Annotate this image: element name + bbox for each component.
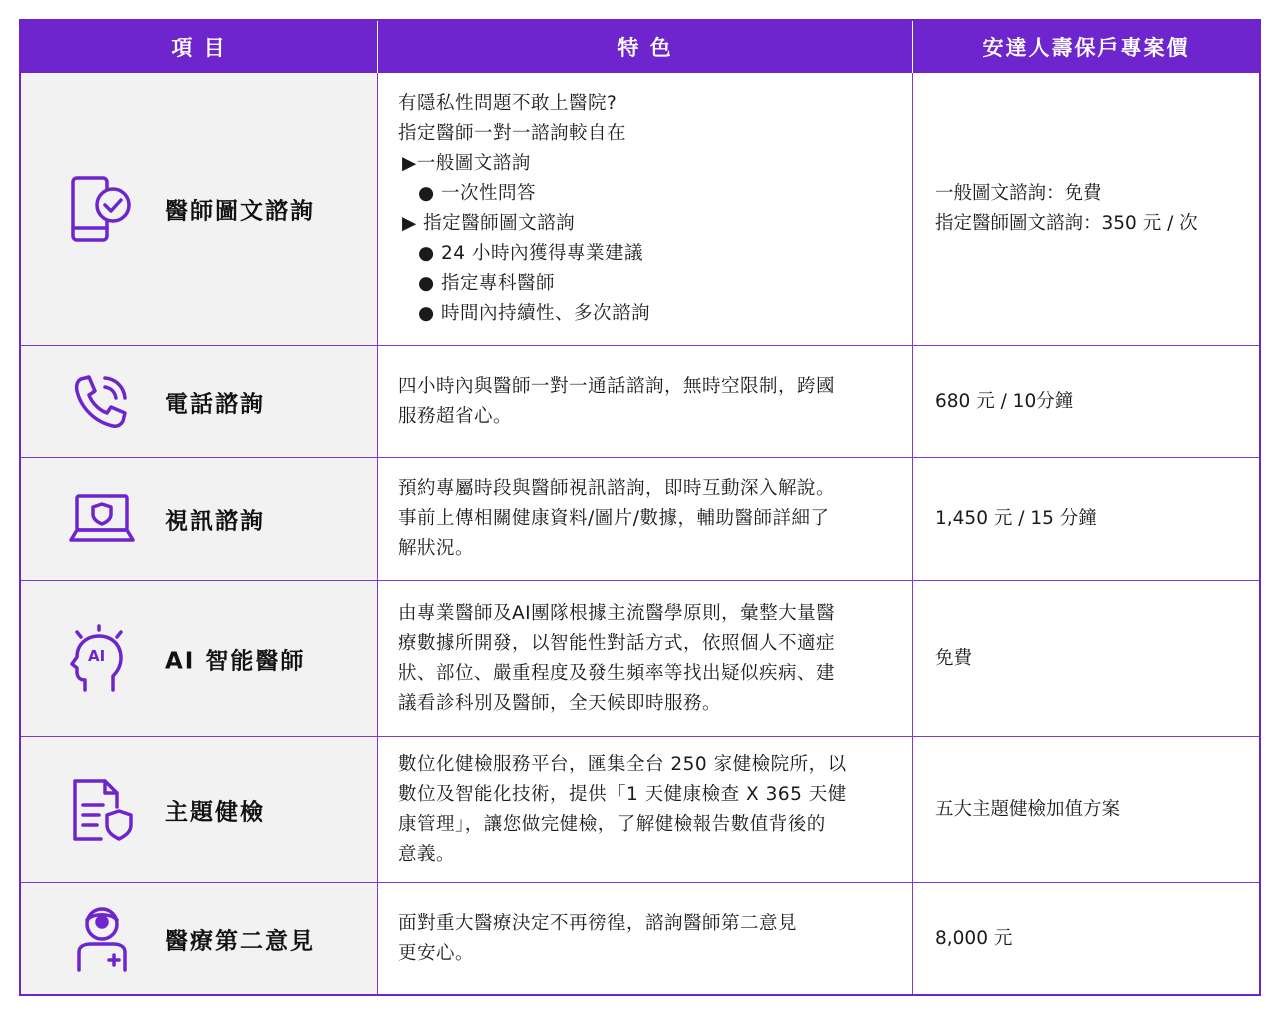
- row-features: [378, 346, 913, 458]
- feature-line: 療數據所開發，以智能性對話方式，依照個人不適症: [398, 632, 836, 654]
- row-item: [21, 458, 378, 581]
- service-table: [19, 19, 1261, 996]
- row-item: [21, 346, 378, 458]
- price-line: 免費: [935, 647, 973, 669]
- item-name: AI 智能醫師: [165, 648, 306, 674]
- feature-line: ● 時間內持續性、多次諮詢: [418, 303, 651, 324]
- feature-line: 預約專屬時段與醫師視訊諮詢，即時互動深入解說。: [398, 478, 836, 499]
- svg-text:AI: AI: [88, 646, 106, 665]
- item-name: 醫療第二意見: [165, 928, 315, 954]
- item-name: 主題健檢: [165, 799, 265, 825]
- row-features: [378, 737, 913, 883]
- row-price: [913, 73, 1259, 346]
- header-feature: 特 色: [378, 21, 913, 73]
- feature-line: 數位及智能化技術，提供「1 天健康檢查 X 365 天健: [398, 783, 847, 805]
- row-price: [913, 581, 1259, 737]
- row-item: [21, 581, 378, 737]
- feature-line: 服務超省心。: [398, 405, 513, 427]
- feature-line: 有隱私性問題不敢上醫院?: [398, 93, 618, 114]
- row-features: [378, 883, 913, 994]
- feature-line: 議看診科別及醫師，全天候即時服務。: [398, 692, 722, 714]
- row-item: [21, 73, 378, 346]
- feature-line: 由專業醫師及AI團隊根據主流醫學原則，彙整大量醫: [398, 602, 836, 624]
- feature-line: ● 指定專科醫師: [418, 273, 556, 294]
- phone-check-icon: [67, 174, 137, 244]
- row-features: [378, 581, 913, 737]
- feature-line: 面對重大醫療決定不再徬徨，諮詢醫師第二意見: [398, 912, 798, 934]
- document-shield-icon: [67, 775, 137, 845]
- feature-line: 事前上傳相關健康資料/圖片/數據，輔助醫師詳細了: [398, 508, 830, 529]
- row-price: [913, 737, 1259, 883]
- feature-line: 意義。: [398, 843, 456, 865]
- price-line: 一般圖文諮詢：免費: [935, 183, 1102, 204]
- feature-line: 康管理」，讓您做完健檢，了解健檢報告數值背後的: [398, 813, 826, 835]
- feature-line: ● 一次性問答: [418, 183, 537, 204]
- price-line: 五大主題健檢加值方案: [935, 798, 1121, 820]
- doctor-icon: [67, 904, 137, 974]
- feature-line: 解狀況。: [398, 538, 475, 559]
- item-name: 電話諮詢: [165, 391, 265, 417]
- feature-line: 狀、部位、嚴重程度及發生頻率等找出疑似疾病、建: [398, 662, 836, 684]
- row-features: [378, 458, 913, 581]
- feature-line: ▶一般圖文諮詢: [402, 153, 531, 174]
- item-name: 醫師圖文諮詢: [165, 198, 315, 225]
- phone-call-icon: [67, 367, 137, 437]
- feature-line: 更安心。: [398, 942, 475, 964]
- price-line: 680 元 / 10分鐘: [935, 390, 1074, 412]
- row-item: [21, 883, 378, 994]
- feature-line: ▶ 指定醫師圖文諮詢: [402, 213, 576, 234]
- ai-head-icon: [67, 624, 137, 694]
- feature-line: ● 24 小時內獲得專業建議: [418, 243, 643, 264]
- row-item: [21, 737, 378, 883]
- row-features: [378, 73, 913, 346]
- row-price: [913, 346, 1259, 458]
- item-name: 視訊諮詢: [165, 508, 265, 535]
- price-line: 指定醫師圖文諮詢：350 元 / 次: [935, 213, 1198, 234]
- feature-line: 數位化健檢服務平台，匯集全台 250 家健檢院所，以: [398, 753, 847, 775]
- header-price: 安達人壽保戶專案價: [913, 21, 1259, 73]
- price-line: 8,000 元: [935, 927, 1013, 949]
- feature-line: 指定醫師一對一諮詢較自在: [398, 123, 627, 144]
- feature-line: 四小時內與醫師一對一通話諮詢，無時空限制，跨國: [398, 375, 836, 397]
- row-price: [913, 883, 1259, 994]
- laptop-shield-icon: [67, 484, 137, 554]
- header-item: 項 目: [21, 21, 378, 73]
- price-line: 1,450 元 / 15 分鐘: [935, 508, 1097, 529]
- row-price: [913, 458, 1259, 581]
